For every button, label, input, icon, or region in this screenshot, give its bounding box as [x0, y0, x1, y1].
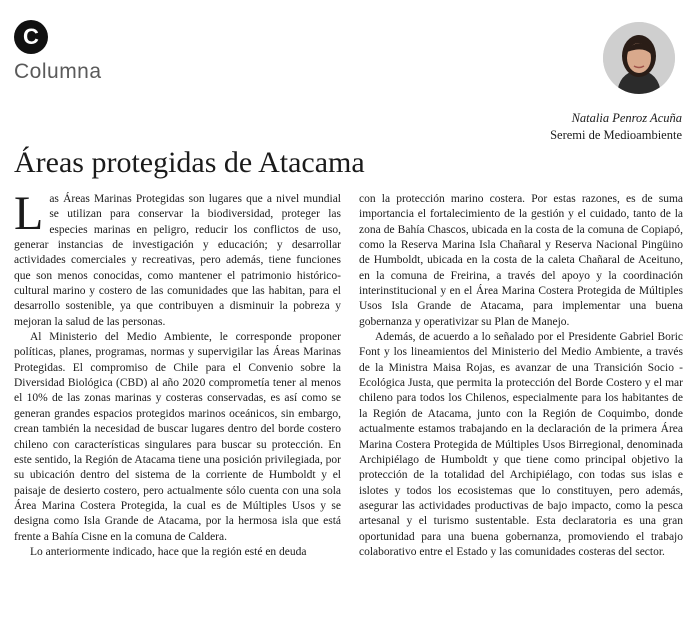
article-right-column — [359, 192, 683, 560]
author-portrait-icon — [603, 22, 675, 94]
section-title: Columna — [14, 60, 102, 83]
article-paragraph: Las Áreas Marinas Protegidas son lugares que a nivel mundial se utilizan para conservar la biodiversidad, proteger las especies marinas en peligro, reducir los conflictos de uso, generar instancias de investigación y educación; y desarrollar actividades comerciales y recreativas, pero además, tiene funciones que son menos conocidas, como mantener el patrimonio histórico-cultural marino y costero de las comunidades que las habitan, para el desarrollo sostenible, ya que contribuyen a disminuir la pobreza y mejoran la salud de las personas. — [14, 187, 341, 328]
article-paragraph: Al Ministerio del Medio Ambiente, le corresponde proponer políticas, planes, programas, normas y supervigilar las Áreas Marinas Protegidas. El compromiso de Chile para el Convenio sobre la Diversidad Biológica (CBD) al año 2020 comprometía tener al menos el 10% de las zonas marinas y costeras conservadas, es así como se generan grandes espacios protegidos marinos oceánicos, sin embargo, crean también la necesidad de buscar lugares dentro del borde costero chileno con características singulares para buscar su protección. En este sentido, la Región de Atacama tiene una posición privilegiada, por su ubicación dentro del sistema de la corriente de Humboldt y el paisaje de desierto costero, pero actualmente sólo cuenta con una sola Área Marina Costera Protegida, la cual es de Múltiples Usos y se designa como Isla Grande de Atacama, por la hermosa isla que está frente a Bahía Cisne en la comuna de Caldera. — [14, 331, 341, 543]
article-headline: Áreas protegidas de Atacama — [14, 146, 365, 179]
author-name: Natalia Penroz Acuña — [571, 111, 682, 125]
author-role: Seremi de Medioambiente — [550, 128, 682, 142]
article-paragraph: Lo anteriormente indicado, hace que la región esté en deuda — [30, 545, 307, 558]
article-paragraph: Además, de acuerdo a lo señalado por el Presidente Gabriel Boric Font y los lineamientos del Ministerio del Medio Ambiente, a través de la Ministra Maisa Rojas, es avanzar de una Transición Socio - Ecológica Justa, que permita la protección del Borde Costero y el mar chileno para todos los Chilenos, especialmente para los habitantes de la Región de Atacama, junto con la Región de Coquimbo, donde actualmente estamos trabajando en la declaración de la primera Área Marina Costera Protegida de Múltiples Usos Birregional, denominada Archipiélago de Humboldt y que tiene como principal objetivo la protección de la totalidad del Archipiélago, con todas sus islas e islotes y todos los ecosistemas que lo constituyen, pero además, asegurar las actividades productivas de bajo impacto, como la pesca artesanal y el turismo sustentable. Esta declaratoria es una gran oportunidad para una buena gobernanza, promoviendo el trabajo colaborativo entre el Estado y las comunidades costeras del sector. — [359, 331, 683, 558]
article-left-column — [14, 187, 341, 560]
author-photo — [603, 22, 675, 94]
article-paragraph: con la protección marino costera. Por estas razones, es de suma importancia el fortalecimiento de la gestión y el cuidado, tanto de la zona de Bahía Chascos, ubicada en la costa de la comuna de Copiapó, como la Reserva Marina Isla Chañaral y Reserva Nacional Pingüino de Humboldt, ubicada en la costa de la caleta Chañaral de Aceituno, en la comuna de Freirina, a través del apoyo y la coordinación interinstitucional y en el Área Marina Costera Protegida de Múltiples Usos Isla Grande de Atacama, para implementar una buena gobernanza y operativizar su Plan de Manejo. — [359, 193, 683, 328]
drop-cap: L — [14, 187, 44, 240]
column-logo-badge: C — [14, 20, 48, 54]
